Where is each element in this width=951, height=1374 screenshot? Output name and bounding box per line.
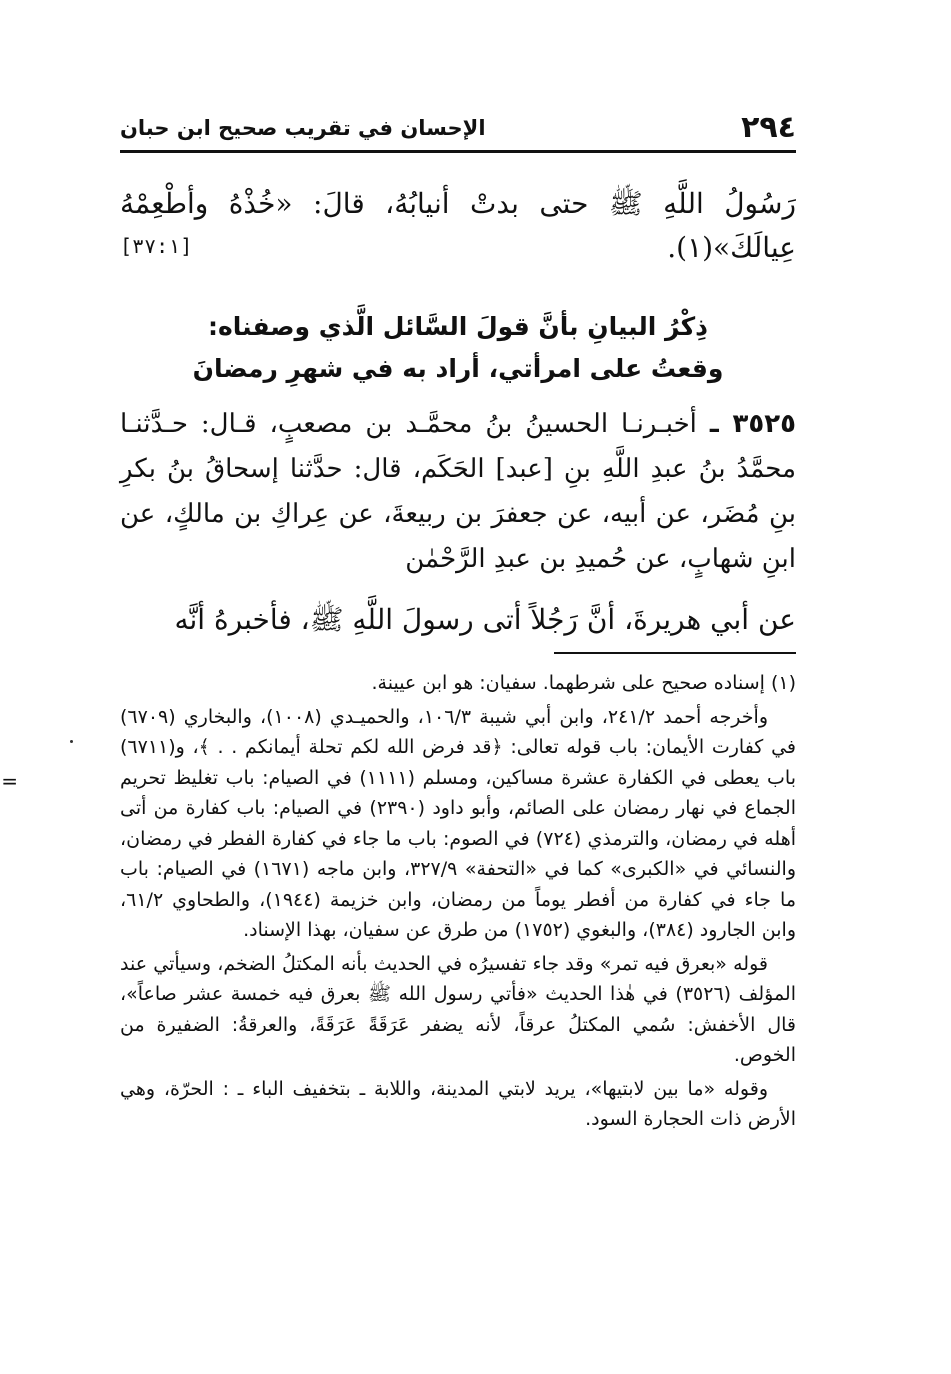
- continued-mark: =: [1, 769, 18, 793]
- chapter-heading-line-2: وقعتُ على امرأتي، أراد به في شهرِ رمضانَ: [192, 354, 724, 383]
- footnote-1-sources: وأخرجه أحمد ٢٤١/٢، وابن أبي شيبة ١٠٦/٣، والحميـدي (١٠٠٨)، والبخاري (٦٧٠٩) في كفارت الأيمان: باب قوله تعالى: ﴿قد فرض الله لكم تحلة أيمانكم . . ﴾، و(٦٧١١) باب يعطى في الكفارة عشرة مساكين، ومسلم (١١١١) في الصيام: باب تغليظ تحريم الجماع في نهار رمضان على الصائم، وأبو داود (٢٣٩٠) في الصيام: باب كفارة من أتى أهله في رمضان، والترمذي (٧٢٤) في الصوم: باب ما جاء في كفارة الفطر في رمضان، والنسائي في «الكبرى» كما في «التحفة» ٣٢٧/٩، وابن ماجه (١٦٧١) في الصيام: باب ما جاء في كفارة من أفطر يوماً من رمضان، وابن خزيمة (١٩٤٤)، والطحاوي ٦١/٢، وابن الجارود (٣٨٤)، والبغوي (١٧٥٢) من طرق عن سفيان، بهذا الإسناد.: [120, 705, 797, 941]
- footnotes: [120, 668, 796, 1138]
- chapter-heading-line-1: ذِكْرُ البيانِ بأنَّ قولَ السَّائل الَّذي وصفناه:: [208, 312, 708, 341]
- hadith-isnad-text: أخبـرنـا الحسينُ بنُ محمَّـد بن مصعبٍ، قـال: حـدَّثنـا محمَّدُ بنُ عبدِ اللَّهِ بنِ [عبد] الحَكَم، قال: حدَّثنا إسحاقُ بنُ بكرِ بنِ مُضَر، عن أبيه، عن جعفرَ بن ربيعةَ، عن عِراكِ بن مالكٍ، عن ابنِ شهابٍ، عن حُميدِ بن عبدِ الرَّحْمٰن: [120, 409, 796, 574]
- hadith-isnad: [120, 402, 796, 582]
- chapter-heading: [120, 306, 796, 390]
- reference-mark: [٣٧:١]: [120, 234, 193, 258]
- footnote-1-note: وقوله «ما بين لابتيها»، يريد لابتي المدينة، واللابة ـ بتخفيف الباء ـ : الحرّة، وهي الأرض ذات الحجارة السود.: [120, 1077, 796, 1130]
- footnote-separator: [554, 652, 796, 654]
- footnote-1: (١) إسناده صحيح على شرطهما. سفيان: هو ابن عيينة.: [371, 672, 796, 694]
- running-title: الإحسان في تقريب صحيح ابن حبان: [120, 116, 486, 140]
- hadith-matn: عن أبي هريرةَ، أنَّ رَجُلاً أتى رسولَ اللَّهِ ﷺ، فأخبرهُ أنَّه: [174, 603, 796, 636]
- header-rule: [120, 150, 796, 153]
- main-text-line: رَسُولُ اللَّهِ ﷺ حتى بدتْ أنيابُهُ، قالَ: «خُذْهُ وأطْعِمْهُ عِيالَكَ»(١).: [120, 187, 796, 264]
- footnote-1-explanation: قوله «بعرق فيه تمر» وقد جاء تفسيرُه في الحديث بأنه المكتلُ الضخم، وسيأتي عند المؤلف (٣٥٢٦) في هٰذا الحديث «فأتي رسول الله ﷺ بعرق فيه خمسة عشر صاعاً»، قال الأخفش: سُمي المكتلُ عرقاً، لأنه يضفر عَرَقَةً عَرَقَةً، والعرقةُ: الضفيرة من الخوص.: [120, 952, 796, 1066]
- scan-speck: [70, 740, 73, 743]
- page-header: [120, 110, 796, 148]
- hadith-number: ٣٥٢٥ ـ: [709, 409, 797, 439]
- page-number: ٢٩٤: [741, 110, 796, 145]
